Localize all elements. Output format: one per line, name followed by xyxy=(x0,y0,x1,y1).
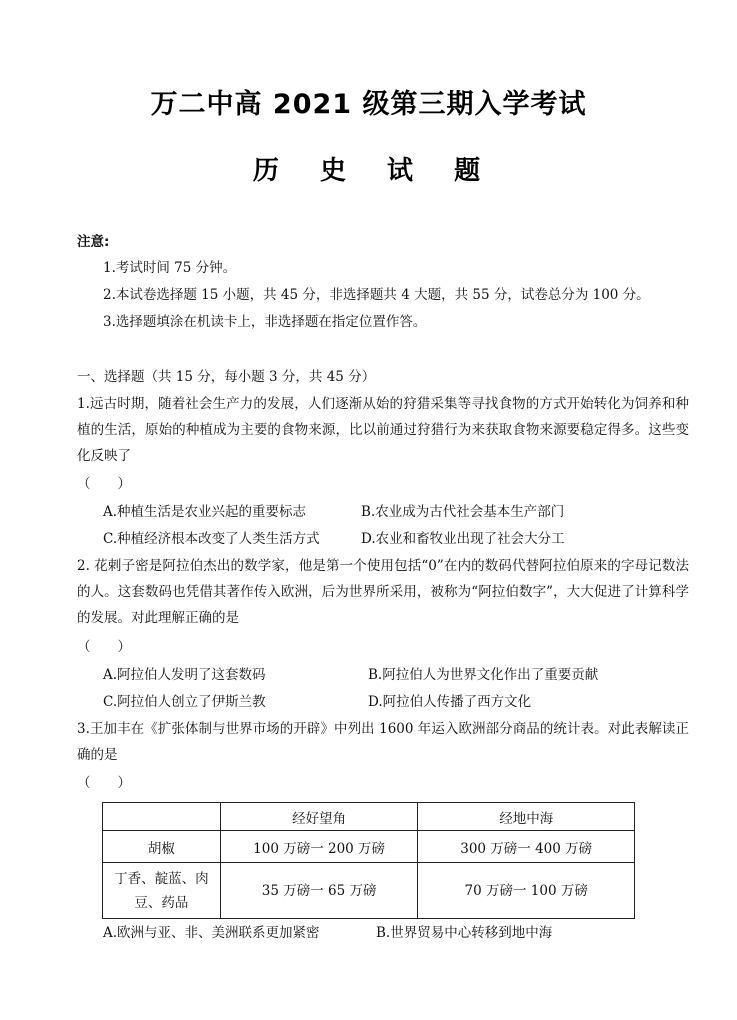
table-cell: 胡椒 xyxy=(103,831,221,863)
question-2-option-b: B.阿拉伯人为世界文化作出了重要贡献 xyxy=(368,667,599,683)
table-cell: 300 万磅一 400 万磅 xyxy=(418,831,635,863)
question-3-blank: （ ） xyxy=(77,775,131,791)
question-3-option-a: A.欧洲与亚、非、美洲联系更加紧密 xyxy=(103,925,320,941)
table-cell: 100 万磅一 200 万磅 xyxy=(220,831,418,863)
exam-subject: 历 史 试 题 xyxy=(252,156,497,186)
exam-title: 万二中高 2021 级第三期入学考试 xyxy=(150,89,587,120)
goods-statistics-table xyxy=(102,802,635,919)
table-header-cell xyxy=(103,803,221,831)
table-header-row xyxy=(103,803,635,831)
question-3-option-b: B.世界贸易中心转移到地中海 xyxy=(376,925,553,941)
question-1-option-d: D.农业和畜牧业出现了社会大分工 xyxy=(361,531,565,547)
table-cell: 70 万磅一 100 万磅 xyxy=(418,863,635,919)
question-1-option-a: A.种植生活是农业兴起的重要标志 xyxy=(103,504,307,520)
question-1-option-c: C.种植经济根本改变了人类生活方式 xyxy=(103,531,320,547)
notice-item-1: 1.考试时间 75 分钟。 xyxy=(103,260,237,276)
question-2-option-d: D.阿拉伯人传播了西方文化 xyxy=(368,694,532,710)
table-header-cell: 经好望角 xyxy=(220,803,418,831)
question-2-option-a: A.阿拉伯人发明了这套数码 xyxy=(103,667,266,683)
section-title: 一、选择题（共 15 分，每小题 3 分，共 45 分） xyxy=(77,369,376,385)
table-row xyxy=(103,831,635,863)
table-cell: 丁香、靛蓝、肉豆、药品 xyxy=(103,863,221,919)
question-1-option-b: B.农业成为古代社会基本生产部门 xyxy=(361,504,565,520)
question-2-blank: （ ） xyxy=(77,639,131,655)
table-row xyxy=(103,863,635,919)
question-3-stem: 3.王加丰在《扩张体制与世界市场的开辟》中列出 1600 年运入欧洲部分商品的统计表。对此表解读正确的是 xyxy=(77,721,689,763)
question-2-option-c: C.阿拉伯人创立了伊斯兰教 xyxy=(103,694,266,710)
notice-item-2: 2.本试卷选择题 15 小题，共 45 分，非选择题共 4 大题，共 55 分，试卷总分为 100 分。 xyxy=(103,287,650,303)
question-1-blank: （ ） xyxy=(77,476,131,492)
question-2-stem: 2. 花剌子密是阿拉伯杰出的数学家，他是第一个使用包括“0”在内的数码代替阿拉伯原来的字母记数法的人。这套数码也凭借其著作传入欧洲，后为世界所采用，被称为“阿拉伯数字”，大大促进了计算科学的发展。对此理解正确的是 xyxy=(77,558,689,626)
table-cell: 35 万磅一 65 万磅 xyxy=(220,863,418,919)
notice-item-3: 3.选择题填涂在机读卡上，非选择题在指定位置作答。 xyxy=(103,314,427,330)
table-header-cell: 经地中海 xyxy=(418,803,635,831)
notice-heading: 注意: xyxy=(77,234,110,250)
question-1-stem: 1.远古时期，随着社会生产力的发展，人们逐渐从始的狩猎采集等寻找食物的方式开始转化为饲养和种植的生活，原始的种植成为主要的食物来源，比以前通过狩猎行为来获取食物来源要稳定得多。这些变化反映了 xyxy=(77,396,689,464)
